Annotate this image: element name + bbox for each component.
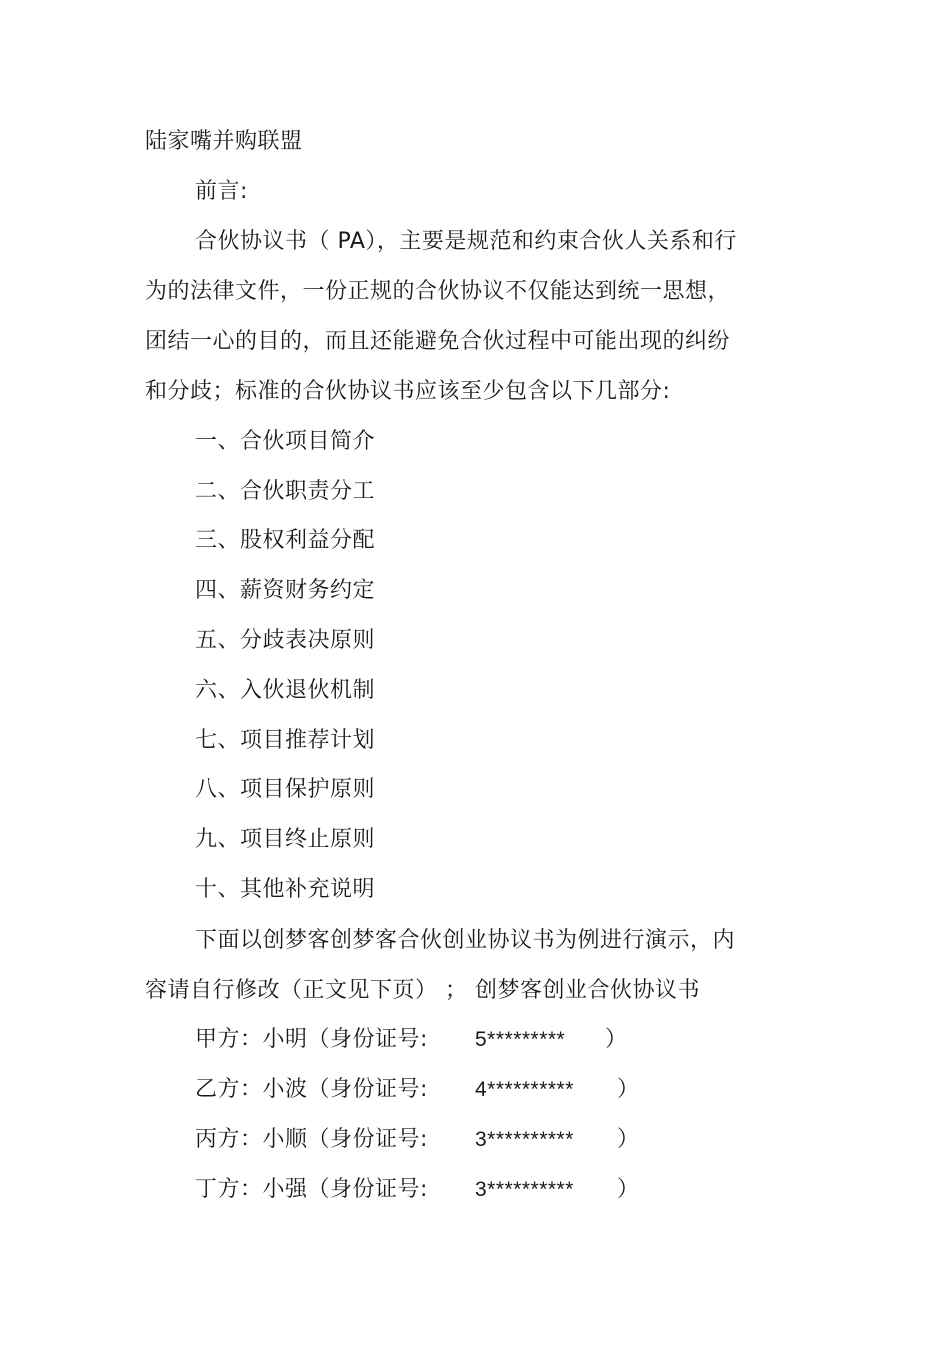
party-row [195, 1025, 655, 1055]
party-row [195, 1075, 655, 1105]
paragraph-line: 合伙协议书（ PA），主要是规范和约束合伙人关系和行 [195, 229, 737, 254]
section-item: 一、合伙项目简介 [195, 429, 376, 454]
party-id-number: 3********** [475, 1178, 574, 1201]
paragraph-line: 下面以创梦客创梦客合伙创业协议书为例进行演示，内 [195, 928, 736, 953]
section-item: 三、股权利益分配 [195, 528, 376, 553]
party-close-paren: ） [617, 1127, 640, 1152]
preface-heading: 前言: [195, 179, 248, 204]
section-item: 六、入伙退伙机制 [195, 678, 376, 703]
party-label: 丙方：小顺（身份证号: [195, 1127, 428, 1152]
party-close-paren: ） [617, 1177, 640, 1202]
paragraph-line: 为的法律文件，一份正规的合伙协议不仅能达到统一思想， [145, 279, 731, 304]
party-label: 乙方：小波（身份证号: [195, 1077, 428, 1102]
party-row [195, 1175, 655, 1205]
paragraph-line: 容请自行修改（正文见下页） ； 创梦客创业合伙协议书 [145, 978, 700, 1003]
document-title: 陆家嘴并购联盟 [145, 129, 303, 154]
section-item: 五、分歧表决原则 [195, 628, 376, 653]
party-id-number: 4********** [475, 1078, 574, 1101]
party-close-paren: ） [605, 1027, 628, 1052]
party-id-number: 3********** [475, 1128, 574, 1151]
paragraph-line: 和分歧；标准的合伙协议书应该至少包含以下几部分: [145, 379, 671, 404]
section-item: 八、项目保护原则 [195, 777, 376, 802]
party-label: 甲方：小明（身份证号: [195, 1027, 428, 1052]
section-item: 四、薪资财务约定 [195, 578, 376, 603]
section-item: 七、项目推荐计划 [195, 728, 376, 753]
party-id-number: 5********* [475, 1028, 566, 1051]
party-close-paren: ） [617, 1077, 640, 1102]
party-row [195, 1125, 655, 1155]
section-item: 二、合伙职责分工 [195, 479, 376, 504]
party-label: 丁方：小强（身份证号: [195, 1177, 428, 1202]
section-item: 九、项目终止原则 [195, 827, 376, 852]
section-item: 十、其他补充说明 [195, 877, 376, 902]
paragraph-line: 团结一心的目的，而且还能避免合伙过程中可能出现的纠纷 [145, 329, 731, 354]
